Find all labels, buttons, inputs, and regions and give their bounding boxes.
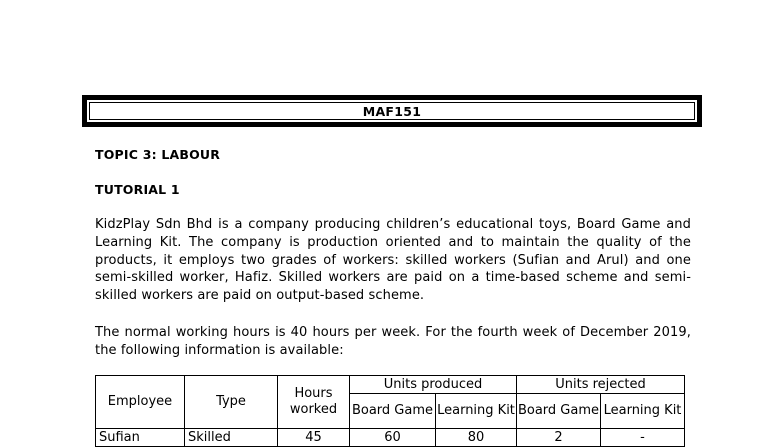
produced-learning-kit-header: Learning Kit <box>436 394 517 429</box>
hours-cell: 45 <box>278 429 350 447</box>
employee-header: Employee <box>96 376 185 429</box>
intro-paragraph: KidzPlay Sdn Bhd is a company producing children’s educational toys, Board Game and Learning Kit. The company is production oriented and to maintain the quality of the products, it employs two grades of workers: skilled workers (Sufian and Arul) and one semi-skilled worker, Hafiz. Skilled workers are paid on a time-based scheme and semi-skilled workers are paid on output-based scheme. <box>95 217 691 304</box>
rejected-board-game-header: Board Game <box>517 394 601 429</box>
topic-heading: TOPIC 3: LABOUR <box>95 147 221 162</box>
type-header: Type <box>185 376 278 429</box>
employee-cell: Sufian <box>96 429 185 447</box>
rejected-learning-kit-header: Learning Kit <box>601 394 685 429</box>
table-row <box>96 429 685 447</box>
produced-kit-cell: 80 <box>436 429 517 447</box>
produced-board-game-header: Board Game <box>350 394 436 429</box>
rejected-board-cell: 2 <box>517 429 601 447</box>
info-paragraph: The normal working hours is 40 hours per week. For the fourth week of December 2019, the following information is available: <box>95 325 691 358</box>
tutorial-heading: TUTORIAL 1 <box>95 182 180 197</box>
produced-board-cell: 60 <box>350 429 436 447</box>
labour-table <box>95 375 685 447</box>
course-code: MAF151 <box>89 102 695 120</box>
rejected-kit-cell: - <box>601 429 685 447</box>
type-cell: Skilled <box>185 429 278 447</box>
units-produced-header: Units produced <box>350 376 517 394</box>
header-box <box>82 95 702 127</box>
hours-worked-header: Hours worked <box>278 376 350 429</box>
units-rejected-header: Units rejected <box>517 376 685 394</box>
